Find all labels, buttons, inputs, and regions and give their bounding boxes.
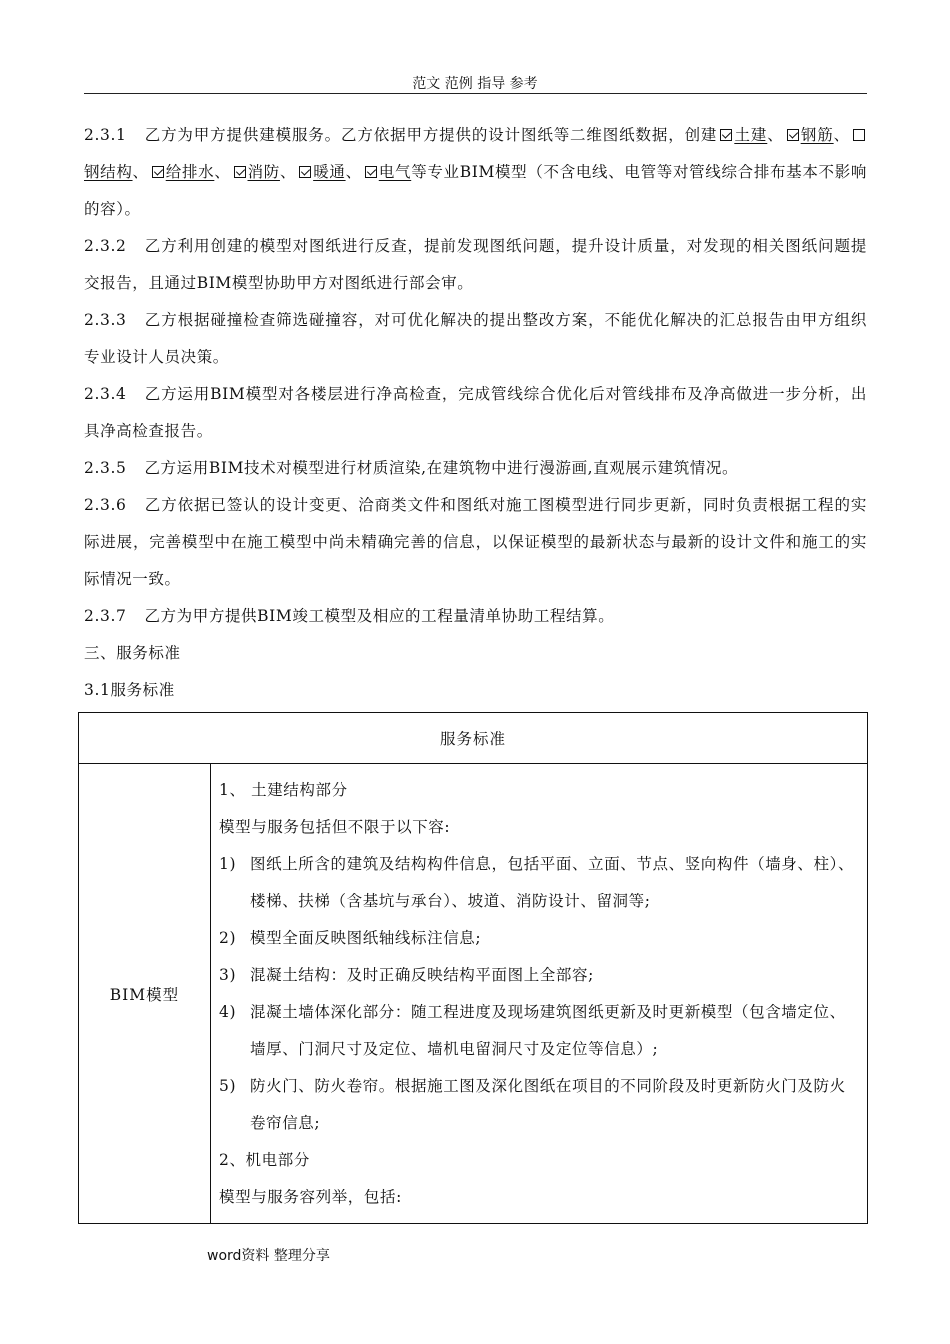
paragraph-2-3-6: [84, 487, 867, 598]
subsection-intro: 模型与服务容列举，包括:: [219, 1188, 402, 1206]
list-text: 防火门、防火卷帘。根据施工图及深化图纸在项目的不同阶段及时更新防火门及防火卷帘信息;: [250, 1077, 846, 1132]
checked-box-icon: [152, 166, 164, 178]
clause-text: 乙方运用BIM技术对模型进行材质渲染,在建筑物中进行漫游画,直观展示建筑情况。: [144, 459, 739, 477]
clause-text: 乙方运用BIM模型对各楼层进行净高检查，完成管线综合优化后对管线排布及净高做进一步分析，出具净高检查报告。: [84, 385, 867, 440]
subsection-title: 2、机电部分: [219, 1151, 310, 1169]
clause-text: 乙方利用创建的模型对图纸进行反查，提前发现图纸问题，提升设计质量，对发现的相关图纸问题提交报告，且通过BIM模型协助甲方对图纸进行部会审。: [84, 237, 867, 292]
checked-box-icon: [365, 166, 377, 178]
table-header: 服务标准: [79, 713, 867, 764]
list-marker: 5): [219, 1077, 237, 1095]
list-marker: 2): [219, 929, 237, 947]
list-item: [219, 846, 859, 920]
list-item: [219, 920, 859, 957]
subsection-intro: 模型与服务包括但不限于以下容:: [219, 818, 451, 836]
list-marker: 1): [219, 855, 237, 873]
service-standard-table: [78, 712, 868, 1224]
row-label: BIM模型: [79, 764, 211, 1224]
list-item: [219, 994, 859, 1068]
paragraph-2-3-7: [84, 598, 867, 635]
list-text: 模型全面反映图纸轴线标注信息;: [250, 929, 482, 947]
subsection-title: 1、 土建结构部分: [219, 781, 348, 799]
page-footer: word资料 整理分享: [207, 1248, 330, 1264]
clause-number: 2.3.1: [84, 126, 127, 144]
clause-number: 2.3.4: [84, 385, 127, 403]
table-row: [79, 764, 867, 1224]
subsection-heading: 3.1服务标准: [84, 681, 175, 699]
list-item: [219, 1068, 859, 1142]
paragraph-2-3-3: [84, 302, 867, 376]
option-tujian: 土建: [717, 126, 767, 144]
checked-box-icon: [234, 166, 246, 178]
paragraph-2-3-2: [84, 228, 867, 302]
clause-number: 2.3.3: [84, 311, 127, 329]
checked-box-icon: [720, 129, 732, 141]
clause-text: 乙方为甲方提供建模服务。乙方依据甲方提供的设计图纸等二维图纸数据，创建: [144, 126, 718, 144]
list-marker: 4): [219, 1003, 237, 1021]
option-dianqi: 电气: [362, 163, 411, 181]
list-text: 混凝土墙体深化部分：随工程进度及现场建筑图纸更新及时更新模型（包含墙定位、墙厚、门洞尺寸及定位、墙机电留洞尺寸及定位等信息）;: [250, 1003, 846, 1058]
option-gangjiegou: 钢结构: [84, 126, 867, 181]
option-xiaofang: 消防: [231, 163, 280, 181]
list-item: [219, 957, 859, 994]
option-gangjin: 钢筋: [784, 126, 834, 144]
option-nuantong: 暖通: [296, 163, 345, 181]
clause-number: 2.3.2: [84, 237, 127, 255]
clause-number: 2.3.7: [84, 607, 127, 625]
page-header: 范文 范例 指导 参考: [412, 76, 538, 92]
header-divider: [84, 93, 867, 94]
clause-text: 乙方根据碰撞检查筛选碰撞容，对可优化解决的提出整改方案，不能优化解决的汇总报告由甲方组织专业设计人员决策。: [84, 311, 867, 366]
clause-number: 2.3.6: [84, 496, 127, 514]
list-marker: 3): [219, 966, 237, 984]
paragraph-2-3-5: [84, 450, 867, 487]
checked-box-icon: [787, 129, 799, 141]
list-text: 图纸上所含的建筑及结构构件信息，包括平面、立面、节点、竖向构件（墙身、柱）、楼梯、扶梯（含基坑与承台）、坡道、消防设计、留洞等;: [250, 855, 855, 910]
checked-box-icon: [299, 166, 311, 178]
clause-text: 乙方依据已签认的设计变更、洽商类文件和图纸对施工图模型进行同步更新，同时负责根据工程的实际进展，完善模型中在施工模型中尚未精确完善的信息，以保证模型的最新状态与最新的设计文件和施工的实际情况一致。: [84, 496, 867, 588]
option-geipaishui: 给排水: [149, 163, 215, 181]
unchecked-box-icon: [853, 129, 865, 141]
clause-number: 2.3.5: [84, 459, 127, 477]
document-body: [84, 117, 867, 709]
paragraph-2-3-4: [84, 376, 867, 450]
row-content: [211, 764, 867, 1224]
paragraph-2-3-1: 2.3.1 乙方为甲方提供建模服务。乙方依据甲方提供的设计图纸等二维图纸数据，创建 土建、 钢筋、 钢结构、 给排水、 消防、 暖通、 电气等专业BIM模型（不含电线、电管等对管线综合排布基本不影响的容）。: [84, 126, 867, 218]
clause-text-tail: 等专业BIM模型（不含电线、电管等对管线综合排布基本不影响的容）。: [84, 163, 867, 218]
list-text: 混凝土结构：及时正确反映结构平面图上全部容;: [250, 966, 594, 984]
section-heading: 三、服务标准: [84, 644, 181, 662]
clause-text: 乙方为甲方提供BIM竣工模型及相应的工程量清单协助工程结算。: [144, 607, 615, 625]
